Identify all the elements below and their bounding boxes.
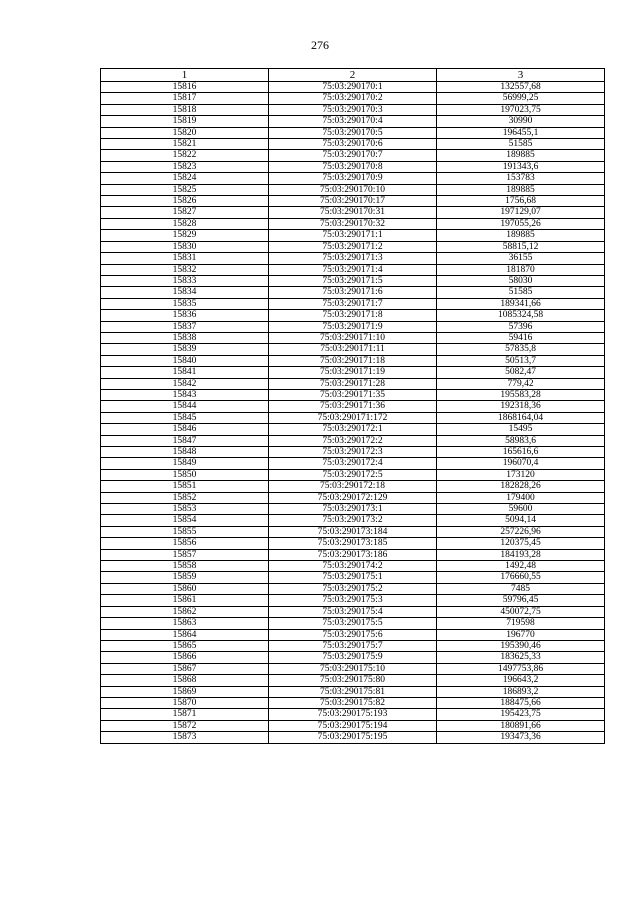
table-row [101, 538, 605, 549]
row-number-cell: 15838 [101, 332, 269, 343]
table-row [101, 606, 605, 617]
row-number-cell: 15826 [101, 196, 269, 207]
row-number-cell: 15835 [101, 298, 269, 309]
table-row [101, 378, 605, 389]
value-cell: 192318,36 [437, 401, 605, 412]
value-cell: 182828,26 [437, 481, 605, 492]
table-row [101, 481, 605, 492]
row-number-cell: 15853 [101, 504, 269, 515]
value-cell: 59416 [437, 332, 605, 343]
value-cell: 181870 [437, 264, 605, 275]
table-row [101, 241, 605, 252]
row-number-cell: 15823 [101, 161, 269, 172]
cadastral-number-cell: 75:03:290173:1 [269, 504, 437, 515]
value-cell: 56999,25 [437, 93, 605, 104]
cadastral-number-cell: 75:03:290175:193 [269, 709, 437, 720]
value-cell: 1085324,58 [437, 310, 605, 321]
table-row [101, 515, 605, 526]
table-row [101, 184, 605, 195]
row-number-cell: 15825 [101, 184, 269, 195]
cadastral-number-cell: 75:03:290172:1 [269, 424, 437, 435]
row-number-cell: 15851 [101, 481, 269, 492]
table-row [101, 686, 605, 697]
value-cell: 188475,66 [437, 697, 605, 708]
table-row [101, 264, 605, 275]
value-cell: 191343,6 [437, 161, 605, 172]
value-cell: 59796,45 [437, 595, 605, 606]
value-cell: 195583,28 [437, 389, 605, 400]
value-cell: 197055,26 [437, 218, 605, 229]
table-row [101, 150, 605, 161]
row-number-cell: 15820 [101, 127, 269, 138]
row-number-cell: 15869 [101, 686, 269, 697]
cadastral-number-cell: 75:03:290171:2 [269, 241, 437, 252]
table-row [101, 344, 605, 355]
table-row [101, 104, 605, 115]
row-number-cell: 15864 [101, 629, 269, 640]
table-row [101, 697, 605, 708]
row-number-cell: 15846 [101, 424, 269, 435]
cadastral-number-cell: 75:03:290171:28 [269, 378, 437, 389]
row-number-cell: 15840 [101, 355, 269, 366]
row-number-cell: 15847 [101, 435, 269, 446]
table-row [101, 663, 605, 674]
cadastral-number-cell: 75:03:290175:6 [269, 629, 437, 640]
row-number-cell: 15833 [101, 275, 269, 286]
cadastral-number-cell: 75:03:290171:36 [269, 401, 437, 412]
table-row [101, 595, 605, 606]
table-row [101, 469, 605, 480]
cadastral-number-cell: 75:03:290175:195 [269, 732, 437, 743]
cadastral-number-cell: 75:03:290170:9 [269, 173, 437, 184]
cadastral-number-cell: 75:03:290175:5 [269, 618, 437, 629]
value-cell: 30990 [437, 116, 605, 127]
row-number-cell: 15821 [101, 139, 269, 150]
value-cell: 450072,75 [437, 606, 605, 617]
value-cell: 189885 [437, 184, 605, 195]
table-row [101, 709, 605, 720]
page-number: 276 [311, 38, 329, 52]
cadastral-number-cell: 75:03:290175:10 [269, 663, 437, 674]
cadastral-number-cell: 75:03:290170:8 [269, 161, 437, 172]
row-number-cell: 15872 [101, 720, 269, 731]
table-row [101, 447, 605, 458]
value-cell: 120375,45 [437, 538, 605, 549]
cadastral-number-cell: 75:03:290171:6 [269, 287, 437, 298]
row-number-cell: 15828 [101, 218, 269, 229]
table-row [101, 720, 605, 731]
table-row [101, 287, 605, 298]
value-cell: 195390,46 [437, 640, 605, 651]
value-cell: 196770 [437, 629, 605, 640]
value-cell: 1868164,04 [437, 412, 605, 423]
value-cell: 197023,75 [437, 104, 605, 115]
row-number-cell: 15858 [101, 561, 269, 572]
row-number-cell: 15871 [101, 709, 269, 720]
value-cell: 183625,33 [437, 652, 605, 663]
table-row [101, 572, 605, 583]
cadastral-number-cell: 75:03:290172:18 [269, 481, 437, 492]
cadastral-number-cell: 75:03:290175:7 [269, 640, 437, 651]
table-row [101, 367, 605, 378]
row-number-cell: 15830 [101, 241, 269, 252]
row-number-cell: 15852 [101, 492, 269, 503]
table-row [101, 412, 605, 423]
table-row [101, 435, 605, 446]
cadastral-number-cell: 75:03:290172:129 [269, 492, 437, 503]
cadastral-number-cell: 75:03:290171:5 [269, 275, 437, 286]
row-number-cell: 15856 [101, 538, 269, 549]
cadastral-number-cell: 75:03:290170:32 [269, 218, 437, 229]
cadastral-number-cell: 75:03:290171:4 [269, 264, 437, 275]
column-header-3: 3 [437, 69, 605, 82]
row-number-cell: 15848 [101, 447, 269, 458]
table-row [101, 526, 605, 537]
table-row [101, 275, 605, 286]
row-number-cell: 15870 [101, 697, 269, 708]
value-cell: 1492,48 [437, 561, 605, 572]
row-number-cell: 15849 [101, 458, 269, 469]
value-cell: 1497753,86 [437, 663, 605, 674]
row-number-cell: 15822 [101, 150, 269, 161]
cadastral-number-cell: 75:03:290170:1 [269, 82, 437, 93]
row-number-cell: 15837 [101, 321, 269, 332]
row-number-cell: 15842 [101, 378, 269, 389]
value-cell: 193473,36 [437, 732, 605, 743]
value-cell: 173120 [437, 469, 605, 480]
table-row [101, 504, 605, 515]
table-row [101, 196, 605, 207]
cadastral-number-cell: 75:03:290171:18 [269, 355, 437, 366]
cadastral-number-cell: 75:03:290171:10 [269, 332, 437, 343]
value-cell: 5094,14 [437, 515, 605, 526]
cadastral-number-cell: 75:03:290170:2 [269, 93, 437, 104]
row-number-cell: 15831 [101, 253, 269, 264]
value-cell: 189885 [437, 150, 605, 161]
value-cell: 51585 [437, 287, 605, 298]
cadastral-number-cell: 75:03:290175:9 [269, 652, 437, 663]
table-row [101, 640, 605, 651]
table-row [101, 732, 605, 743]
cadastral-number-cell: 75:03:290175:194 [269, 720, 437, 731]
column-header-1: 1 [101, 69, 269, 82]
value-cell: 176660,55 [437, 572, 605, 583]
value-cell: 196070,4 [437, 458, 605, 469]
value-cell: 5082,47 [437, 367, 605, 378]
value-cell: 189885 [437, 230, 605, 241]
value-cell: 59600 [437, 504, 605, 515]
row-number-cell: 15868 [101, 675, 269, 686]
row-number-cell: 15818 [101, 104, 269, 115]
row-number-cell: 15854 [101, 515, 269, 526]
row-number-cell: 15850 [101, 469, 269, 480]
cadastral-number-cell: 75:03:290172:5 [269, 469, 437, 480]
cadastral-number-cell: 75:03:290175:80 [269, 675, 437, 686]
cadastral-number-cell: 75:03:290171:3 [269, 253, 437, 264]
row-number-cell: 15841 [101, 367, 269, 378]
cadastral-number-cell: 75:03:290173:185 [269, 538, 437, 549]
column-header-2: 2 [269, 69, 437, 82]
cadastral-number-cell: 75:03:290171:172 [269, 412, 437, 423]
value-cell: 132557,68 [437, 82, 605, 93]
cadastral-number-cell: 75:03:290171:8 [269, 310, 437, 321]
row-number-cell: 15834 [101, 287, 269, 298]
cadastral-number-cell: 75:03:290170:6 [269, 139, 437, 150]
table-row [101, 332, 605, 343]
value-cell: 165616,6 [437, 447, 605, 458]
row-number-cell: 15861 [101, 595, 269, 606]
table-row [101, 93, 605, 104]
row-number-cell: 15867 [101, 663, 269, 674]
row-number-cell: 15819 [101, 116, 269, 127]
table-row [101, 549, 605, 560]
table-row [101, 424, 605, 435]
cadastral-number-cell: 75:03:290174:2 [269, 561, 437, 572]
row-number-cell: 15829 [101, 230, 269, 241]
row-number-cell: 15839 [101, 344, 269, 355]
table-row [101, 618, 605, 629]
cadastral-number-cell: 75:03:290171:1 [269, 230, 437, 241]
cadastral-number-cell: 75:03:290175:2 [269, 583, 437, 594]
table-row [101, 321, 605, 332]
cadastral-number-cell: 75:03:290170:17 [269, 196, 437, 207]
value-cell: 180891,66 [437, 720, 605, 731]
row-number-cell: 15844 [101, 401, 269, 412]
cadastral-number-cell: 75:03:290175:1 [269, 572, 437, 583]
value-cell: 184193,28 [437, 549, 605, 560]
value-cell: 179400 [437, 492, 605, 503]
row-number-cell: 15866 [101, 652, 269, 663]
row-number-cell: 15827 [101, 207, 269, 218]
value-cell: 197129,07 [437, 207, 605, 218]
value-cell: 57396 [437, 321, 605, 332]
cadastral-number-cell: 75:03:290170:7 [269, 150, 437, 161]
value-cell: 153783 [437, 173, 605, 184]
table-row [101, 253, 605, 264]
row-number-cell: 15824 [101, 173, 269, 184]
row-number-cell: 15832 [101, 264, 269, 275]
table-row [101, 492, 605, 503]
value-cell: 50513,7 [437, 355, 605, 366]
cadastral-number-cell: 75:03:290172:4 [269, 458, 437, 469]
row-number-cell: 15855 [101, 526, 269, 537]
cadastral-number-cell: 75:03:290171:7 [269, 298, 437, 309]
table-row [101, 173, 605, 184]
value-cell: 58030 [437, 275, 605, 286]
cadastral-number-cell: 75:03:290173:186 [269, 549, 437, 560]
cadastral-number-cell: 75:03:290173:2 [269, 515, 437, 526]
row-number-cell: 15857 [101, 549, 269, 560]
cadastral-number-cell: 75:03:290172:2 [269, 435, 437, 446]
table-row [101, 82, 605, 93]
cadastral-number-cell: 75:03:290171:19 [269, 367, 437, 378]
table-row [101, 127, 605, 138]
cadastral-number-cell: 75:03:290171:9 [269, 321, 437, 332]
value-cell: 15495 [437, 424, 605, 435]
table-row [101, 218, 605, 229]
data-table [100, 68, 605, 744]
row-number-cell: 15865 [101, 640, 269, 651]
value-cell: 719598 [437, 618, 605, 629]
table-row [101, 230, 605, 241]
value-cell: 7485 [437, 583, 605, 594]
value-cell: 189341,66 [437, 298, 605, 309]
cadastral-number-cell: 75:03:290170:31 [269, 207, 437, 218]
table-row [101, 310, 605, 321]
value-cell: 195423,75 [437, 709, 605, 720]
table-row [101, 161, 605, 172]
header-row [101, 69, 605, 82]
row-number-cell: 15817 [101, 93, 269, 104]
row-number-cell: 15843 [101, 389, 269, 400]
table-row [101, 139, 605, 150]
row-number-cell: 15860 [101, 583, 269, 594]
cadastral-number-cell: 75:03:290170:4 [269, 116, 437, 127]
row-number-cell: 15863 [101, 618, 269, 629]
table-row [101, 389, 605, 400]
cadastral-number-cell: 75:03:290170:10 [269, 184, 437, 195]
cadastral-number-cell: 75:03:290172:3 [269, 447, 437, 458]
value-cell: 58815,12 [437, 241, 605, 252]
cadastral-number-cell: 75:03:290173:184 [269, 526, 437, 537]
value-cell: 58983,6 [437, 435, 605, 446]
value-cell: 196643,2 [437, 675, 605, 686]
table-row [101, 116, 605, 127]
value-cell: 36155 [437, 253, 605, 264]
value-cell: 186893,2 [437, 686, 605, 697]
table-row [101, 355, 605, 366]
row-number-cell: 15816 [101, 82, 269, 93]
value-cell: 1756,68 [437, 196, 605, 207]
cadastral-number-cell: 75:03:290171:35 [269, 389, 437, 400]
value-cell: 257226,96 [437, 526, 605, 537]
table-row [101, 583, 605, 594]
table-row [101, 675, 605, 686]
row-number-cell: 15845 [101, 412, 269, 423]
table-row [101, 207, 605, 218]
row-number-cell: 15836 [101, 310, 269, 321]
table-body [101, 82, 605, 744]
cadastral-number-cell: 75:03:290175:82 [269, 697, 437, 708]
cadastral-number-cell: 75:03:290175:81 [269, 686, 437, 697]
table-row [101, 401, 605, 412]
value-cell: 57835,8 [437, 344, 605, 355]
table-row [101, 298, 605, 309]
table-row [101, 561, 605, 572]
row-number-cell: 15859 [101, 572, 269, 583]
cadastral-number-cell: 75:03:290175:3 [269, 595, 437, 606]
row-number-cell: 15862 [101, 606, 269, 617]
cadastral-number-cell: 75:03:290170:3 [269, 104, 437, 115]
table-row [101, 652, 605, 663]
cadastral-number-cell: 75:03:290170:5 [269, 127, 437, 138]
value-cell: 196455,1 [437, 127, 605, 138]
cadastral-number-cell: 75:03:290175:4 [269, 606, 437, 617]
table-row [101, 629, 605, 640]
cadastral-number-cell: 75:03:290171:11 [269, 344, 437, 355]
row-number-cell: 15873 [101, 732, 269, 743]
value-cell: 779,42 [437, 378, 605, 389]
table-row [101, 458, 605, 469]
value-cell: 51585 [437, 139, 605, 150]
